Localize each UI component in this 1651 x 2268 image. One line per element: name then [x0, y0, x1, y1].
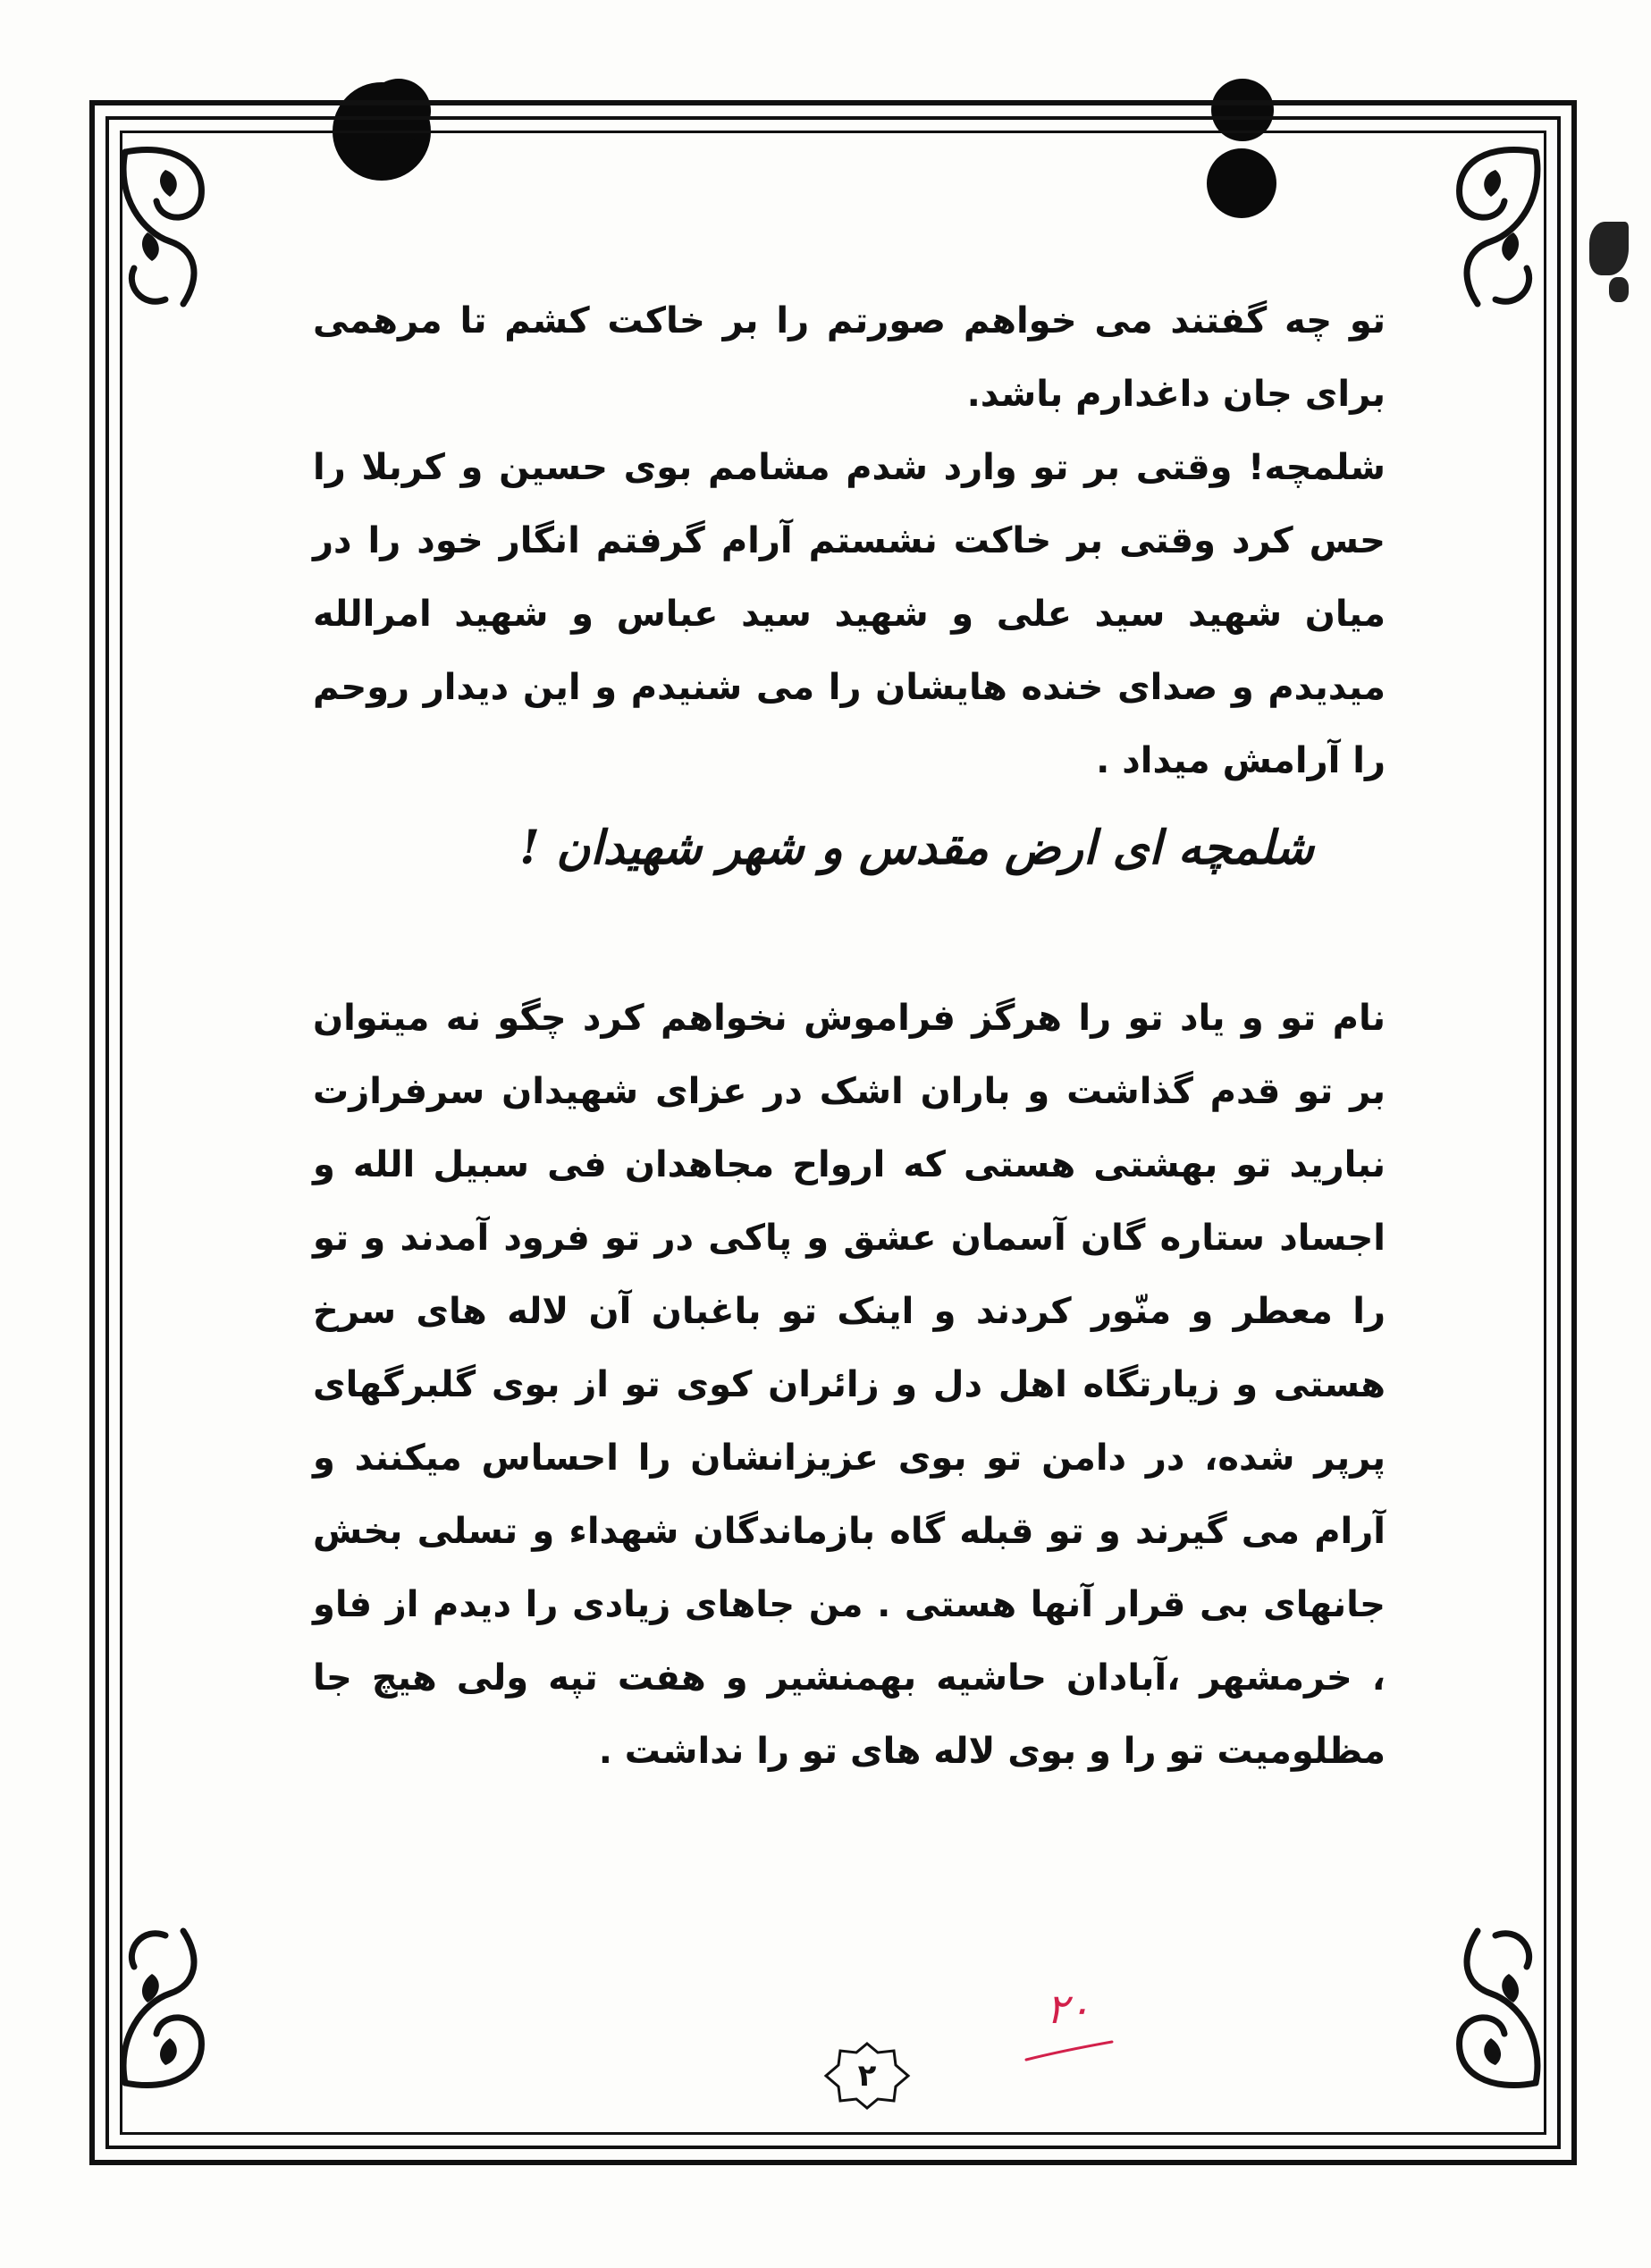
floral-corner-icon: [1437, 134, 1545, 313]
handwritten-note-text: ۲۰: [1046, 1985, 1091, 2033]
page-number: ۲: [857, 2058, 877, 2094]
floral-corner-icon: [1437, 1922, 1545, 2101]
paragraph: شلمچه! وقتی بر تو وارد شدم مشامم بوی حسین و کربلا را حس کرد وقتی بر خاکت نشستم آرام گرفتم انگار خود را در میان شهید سید علی و شهید سید عباس و شهید امرالله میدیدم و صدای خنده هایشان را می شنیدم و این دیدار روحم را آرامش میداد .: [313, 447, 1386, 781]
paragraph: تو چه گفتند می خواهم صورتم را بر خاکت کشم تا مرهمی برای جان داغدارم باشد.: [313, 300, 1386, 415]
scan-artifact: [1609, 277, 1629, 302]
body-text-bottom: [313, 982, 1386, 1788]
section-heading: شلمچه ای ارض مقدس و شهر شهیدان !: [519, 821, 1314, 875]
handwritten-underline: [1019, 2038, 1117, 2065]
floral-corner-icon: [116, 1922, 223, 2101]
page-number-badge: [822, 2040, 912, 2112]
handwritten-note: [1019, 1985, 1117, 2065]
paragraph: نام تو و یاد تو را هرگز فراموش نخواهم کرد چگو نه میتوان بر تو قدم گذاشت و باران اشک در عزای شهیدان سرفرازت نبارید تو بهشتی هستی که ارواح مجاهدان فی سبیل الله و اجساد ستاره گان آسمان عشق و پاکی در تو فرود آمدند و تو را معطر و منّور کردند و اینک تو باغبان آن لاله های سرخ هستی و زیارتگاه اهل دل و زائران کوی تو از بوی گلبرگهای پرپر شده، در دامن تو بوی عزیزانشان را احساس میکنند و آرام می گیرند و تو قبله گاه بازماندگان شهداء و تسلی بخش جانهای بی قرار آنها هستی . من جاهای زیادی را دیدم از فاو ، خرمشهر ،آبادان حاشیه بهمنشیر و هفت تپه ولی هیچ جا مظلومیت تو را و بوی لاله های تو را نداشت .: [313, 998, 1386, 1772]
floral-corner-icon: [116, 134, 223, 313]
scan-artifact: [1589, 222, 1629, 275]
body-text-top: [313, 284, 1386, 797]
